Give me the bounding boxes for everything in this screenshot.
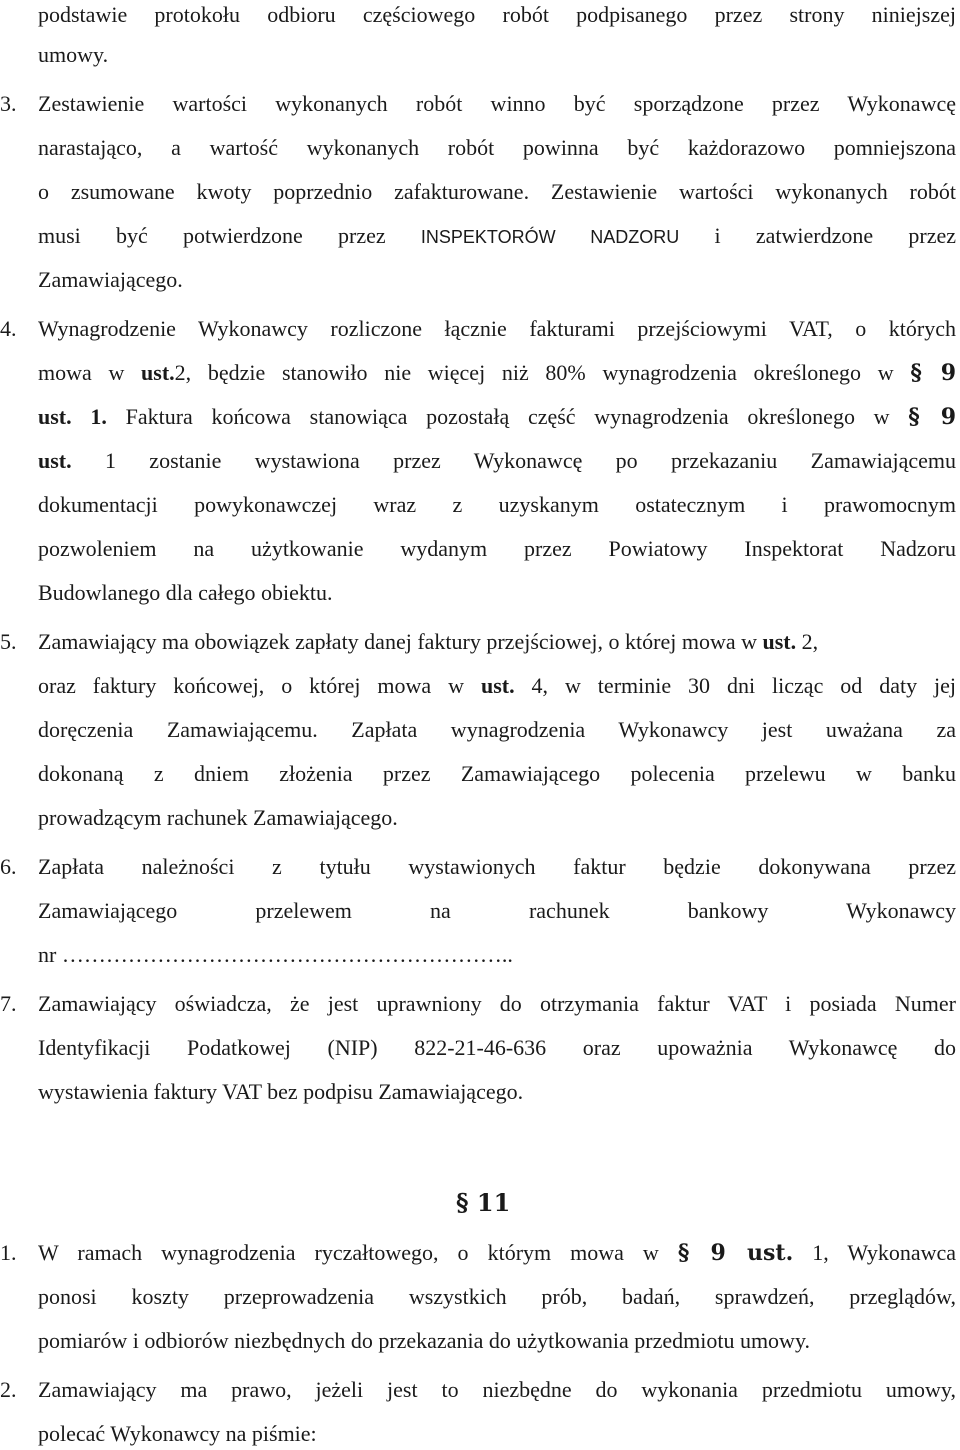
text: mowa w xyxy=(38,360,125,385)
text-line xyxy=(38,133,956,163)
list-number: 1. xyxy=(0,1240,17,1265)
text: wystawienia faktury VAT bez podpisu Zamawiającego. xyxy=(38,1079,524,1104)
text-line xyxy=(38,534,956,564)
text: doręczenia Zamawiającemu. Zapłata wynagrodzenia Wykonawcy jest uważana za xyxy=(38,717,956,742)
text: W ramach wynagrodzenia ryczałtowego, o którym mowa w xyxy=(38,1240,659,1265)
text-line xyxy=(38,0,956,30)
text: 1 zostanie wystawiona przez Wykonawcę po przekazaniu Zamawiającemu xyxy=(104,448,956,473)
text-line xyxy=(38,89,956,119)
text-line xyxy=(38,490,956,520)
text-line xyxy=(38,715,956,745)
text: 2, będzie stanowiło nie więcej niż 80% wynagrodzenia określonego w xyxy=(174,360,894,385)
text: o zsumowane kwoty poprzednio zafakturowane. Zestawienie wartości wykonanych robót xyxy=(38,179,956,204)
text-line xyxy=(38,446,956,476)
inspector-label: INSPEKTORÓW NADZORU xyxy=(420,227,680,247)
text-line xyxy=(38,1282,956,1312)
text: Zamawiający oświadcza, że jest uprawniony do otrzymania faktur VAT i posiada Numer xyxy=(38,991,956,1016)
text-line xyxy=(38,803,398,833)
text: dokumentacji powykonawczej wraz z uzyskanym ostatecznym i prawomocnym xyxy=(38,492,956,517)
text-line xyxy=(38,1238,956,1268)
text-bold: ust. xyxy=(141,360,175,385)
text-line xyxy=(38,989,956,1019)
text: Wynagrodzenie Wykonawcy rozliczone łącznie fakturami przejściowymi VAT, o których xyxy=(38,316,956,341)
paragraph-ref: § 9 xyxy=(908,404,956,430)
text-line xyxy=(38,671,956,701)
text: Zamawiający ma obowiązek zapłaty danej faktury przejściowej, o której mowa w xyxy=(38,629,757,654)
text: musi być potwierdzone przez xyxy=(38,223,386,248)
paragraph-ref: § 9 xyxy=(910,360,956,386)
text-line xyxy=(38,402,956,432)
text: Identyfikacji Podatkowej (NIP) 822-21-46-636 oraz upoważnia Wykonawcę do xyxy=(38,1035,956,1060)
text: 2, xyxy=(801,629,819,654)
text: polecać Wykonawcy na piśmie: xyxy=(38,1421,317,1446)
text-line xyxy=(38,221,956,251)
text-line xyxy=(38,1077,523,1107)
text: ponosi koszty przeprowadzenia wszystkich prób, badań, sprawdzeń, przeglądów, xyxy=(38,1284,956,1309)
text: narastająco, a wartość wykonanych robót powinna być każdorazowo pomniejszona xyxy=(38,135,956,160)
text: umowy. xyxy=(38,42,109,67)
text-bold: ust. xyxy=(38,448,72,473)
text: 4, w terminie 30 dni licząc od daty jej xyxy=(531,673,956,698)
text: Zamawiającego. xyxy=(38,267,183,292)
text: i zatwierdzone przez xyxy=(714,223,956,248)
text-bold: ust. 1. xyxy=(38,404,107,429)
list-number: 4. xyxy=(0,316,17,341)
text: Budowlanego dla całego obiektu. xyxy=(38,580,333,605)
text: podstawie protokołu odbioru częściowego robót podpisanego przez strony niniejszej xyxy=(38,2,956,27)
text: Zapłata należności z tytułu wystawionych faktur będzie dokonywana przez xyxy=(38,854,956,879)
text-line xyxy=(38,578,332,608)
text-line xyxy=(38,40,108,70)
text: dokonaną z dniem złożenia przez Zamawiającego polecenia przelewu w banku xyxy=(38,761,956,786)
list-number: 5. xyxy=(0,629,17,654)
text-line xyxy=(38,627,818,657)
section-heading: § 11 xyxy=(456,1188,511,1217)
text-line xyxy=(38,358,956,388)
text-line xyxy=(38,852,956,882)
text-bold: ust. xyxy=(480,673,515,698)
text-line xyxy=(38,314,956,344)
text: 1, Wykonawca xyxy=(812,1240,956,1265)
text-line xyxy=(38,940,513,970)
list-number: 6. xyxy=(0,854,17,879)
text: Faktura końcowa stanowiąca pozostałą część wynagrodzenia określonego w xyxy=(125,404,890,429)
text-line xyxy=(38,759,956,789)
paragraph-ref: § 9 ust. xyxy=(677,1240,794,1266)
text: pozwoleniem na użytkowanie wydanym przez Powiatowy Inspektorat Nadzoru xyxy=(38,536,956,561)
text-line xyxy=(38,1375,956,1405)
text-line xyxy=(38,1326,810,1356)
text: pomiarów i odbiorów niezbędnych do przekazania do użytkowania przedmiotu umowy. xyxy=(38,1328,811,1353)
text: Zamawiającego przelewem na rachunek bankowy Wykonawcy xyxy=(38,898,956,923)
text-bold: ust. xyxy=(762,629,797,654)
text-line xyxy=(38,896,956,926)
text-line xyxy=(38,177,956,207)
account-number-placeholder: nr …………………………………………………….. xyxy=(38,942,513,967)
text: Zestawienie wartości wykonanych robót winno być sporządzone przez Wykonawcę xyxy=(38,91,956,116)
text: prowadzącym rachunek Zamawiającego. xyxy=(38,805,398,830)
list-number: 3. xyxy=(0,91,17,116)
text-line xyxy=(38,1033,956,1063)
text-line xyxy=(38,265,183,295)
list-number: 2. xyxy=(0,1377,17,1402)
text: Zamawiający ma prawo, jeżeli jest to niezbędne do wykonania przedmiotu umowy, xyxy=(38,1377,956,1402)
text: oraz faktury końcowej, o której mowa w xyxy=(38,673,465,698)
list-number: 7. xyxy=(0,991,17,1016)
text-line xyxy=(38,1419,317,1449)
